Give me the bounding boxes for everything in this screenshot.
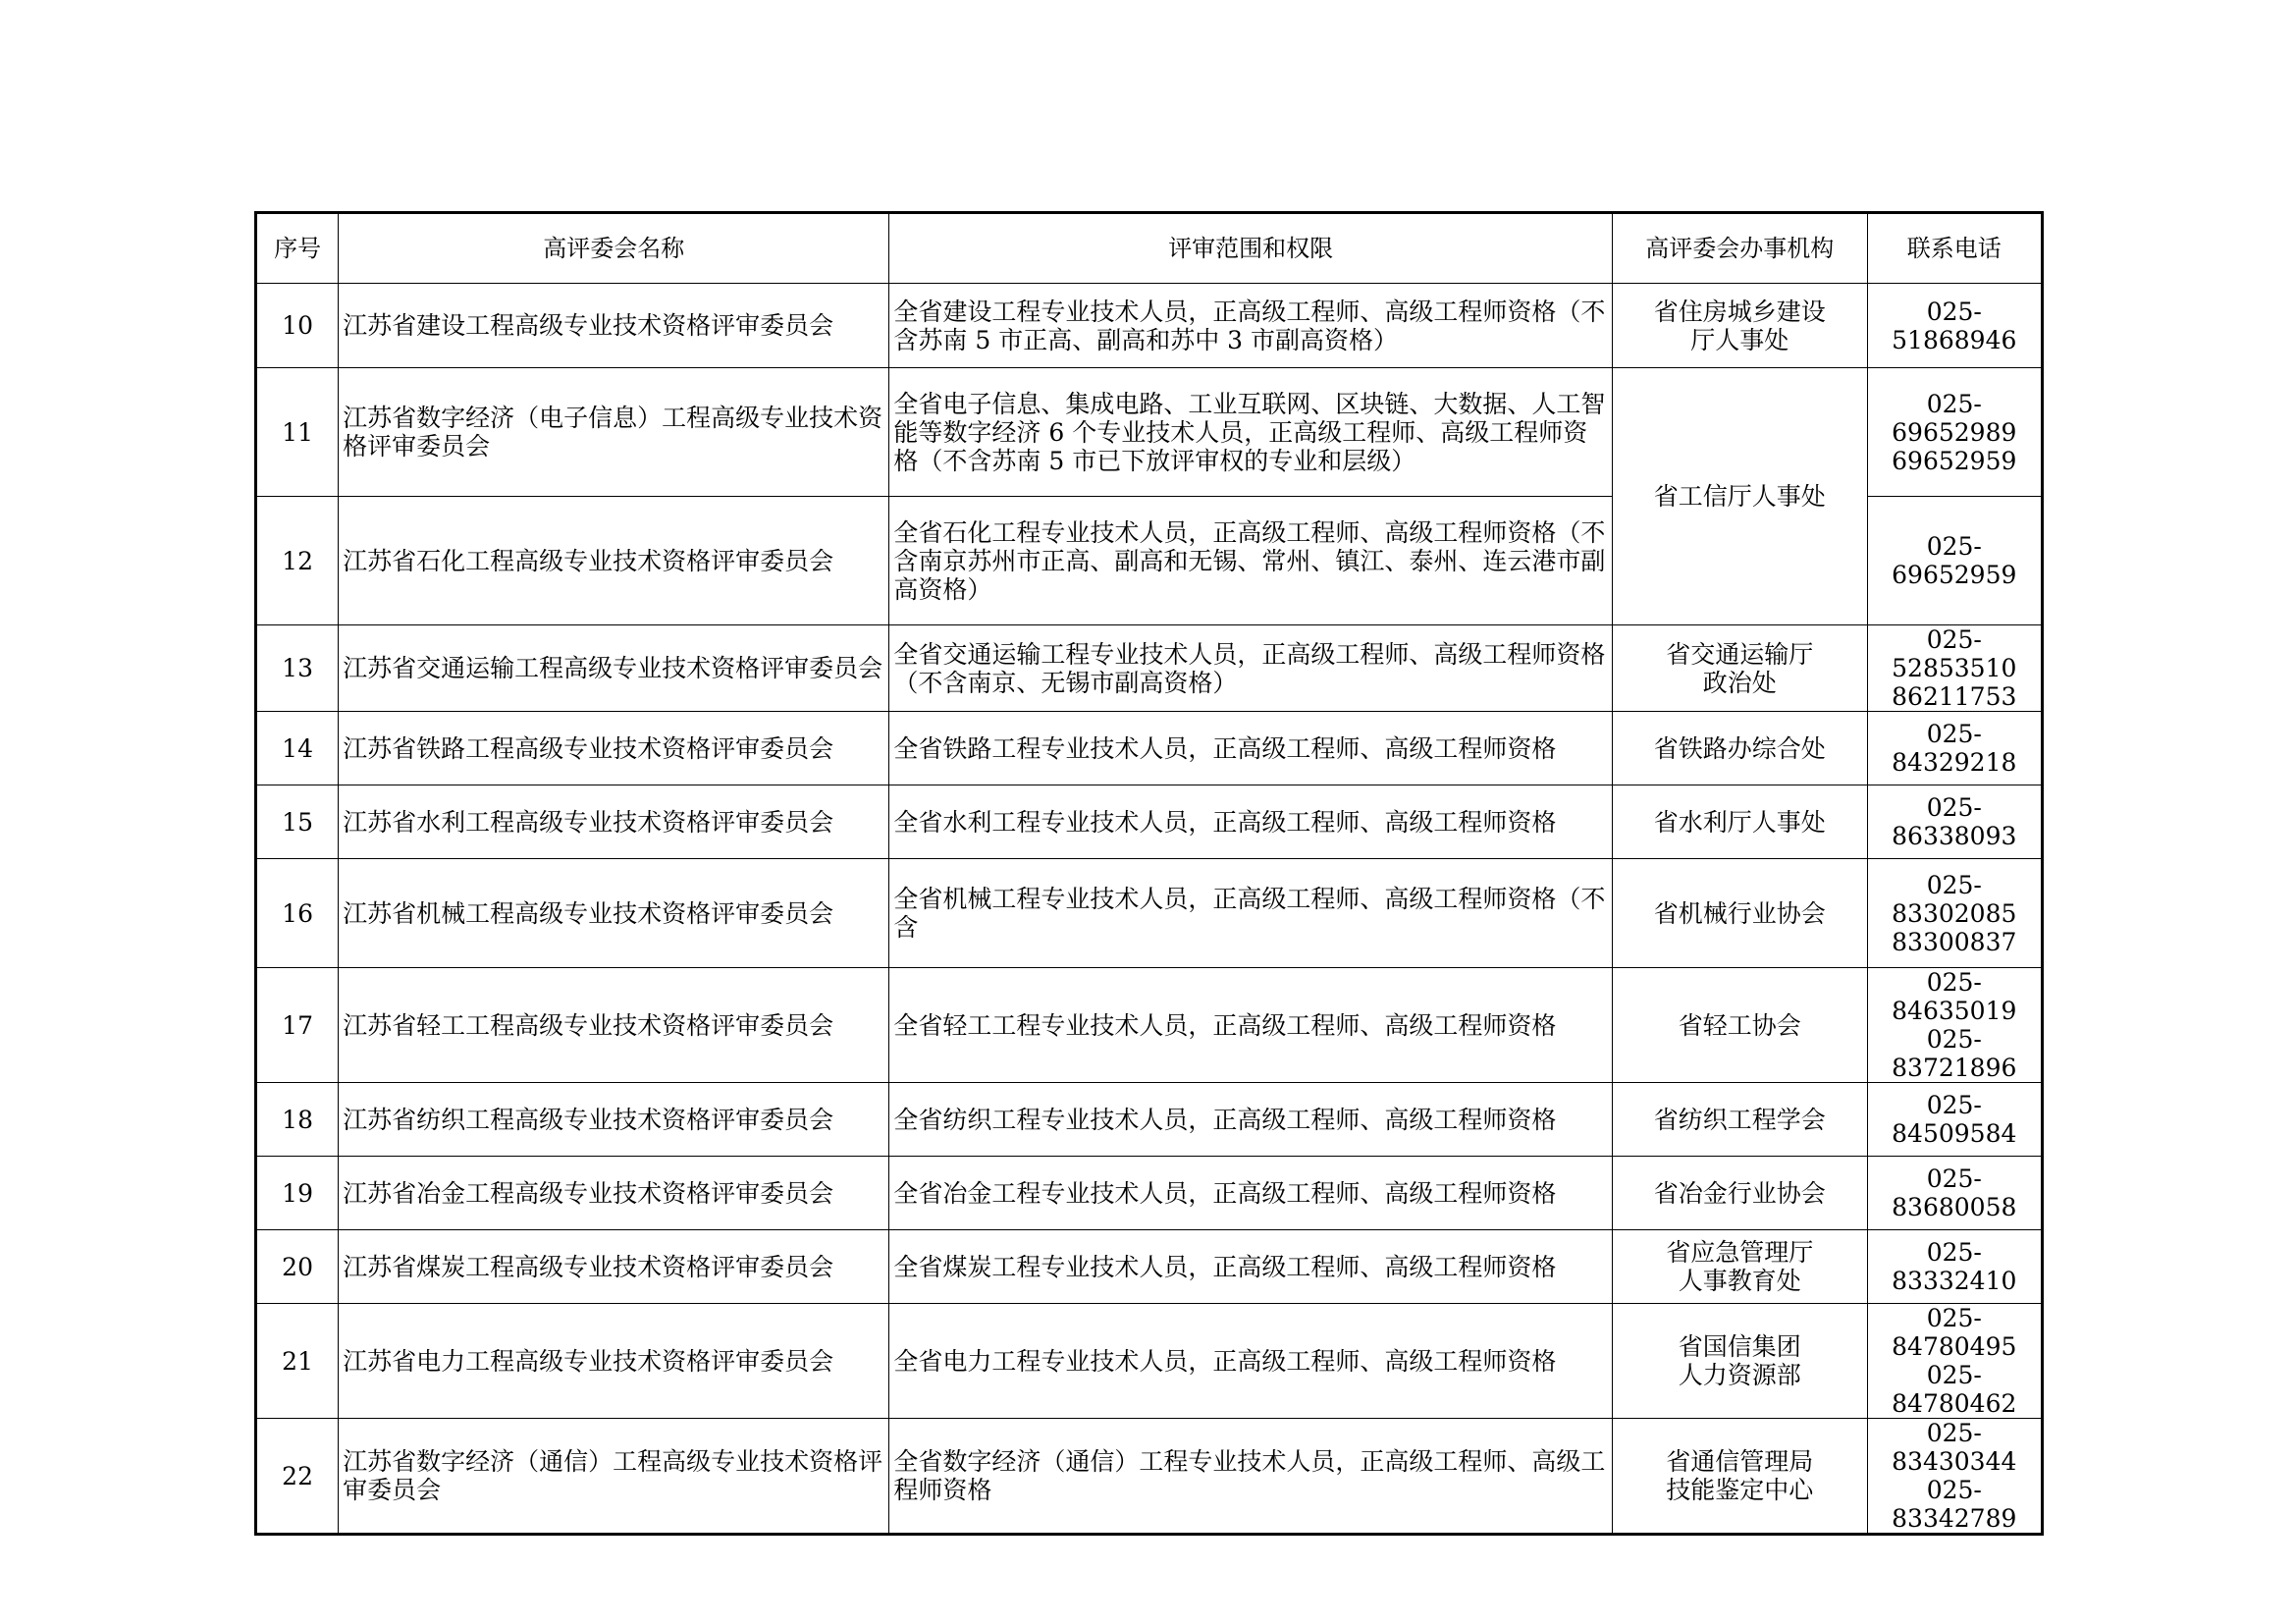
row-number: 16 (256, 859, 339, 968)
phone-number: 025-51868946 (1867, 284, 2042, 368)
committee-name: 江苏省水利工程高级专业技术资格评审委员会 (339, 785, 889, 859)
office-name: 省通信管理局技能鉴定中心 (1666, 1447, 1814, 1504)
office-name: 省交通运输厅政治处 (1666, 639, 1814, 697)
table-row (256, 968, 2043, 1083)
review-scope: 全省电子信息、集成电路、工业互联网、区块链、大数据、人工智能等数字经济 6 个专业技术人员，正高级工程师、高级工程师资格（不含苏南 5 市已下放评审权的专业和层级） (889, 368, 1613, 497)
phone-number: 025-84509584 (1867, 1083, 2042, 1157)
phone-number: 025-83332410 (1867, 1230, 2042, 1304)
row-number: 18 (256, 1083, 339, 1157)
committee-name: 江苏省石化工程高级专业技术资格评审委员会 (339, 497, 889, 625)
review-scope: 全省冶金工程专业技术人员，正高级工程师、高级工程师资格 (889, 1157, 1613, 1230)
table-row (256, 368, 2043, 497)
header-committee-name: 高评委会名称 (339, 213, 889, 284)
row-number: 11 (256, 368, 339, 497)
committee-name: 江苏省电力工程高级专业技术资格评审委员会 (339, 1304, 889, 1419)
committee-name: 江苏省铁路工程高级专业技术资格评审委员会 (339, 712, 889, 785)
committee-name: 江苏省纺织工程高级专业技术资格评审委员会 (339, 1083, 889, 1157)
header-review-scope: 评审范围和权限 (889, 213, 1613, 284)
office-name: 省应急管理厅人事教育处 (1666, 1238, 1814, 1295)
committee-name: 江苏省机械工程高级专业技术资格评审委员会 (339, 859, 889, 968)
committee-name: 江苏省建设工程高级专业技术资格评审委员会 (339, 284, 889, 368)
office-name: 省水利厅人事处 (1613, 785, 1868, 859)
review-scope: 全省电力工程专业技术人员，正高级工程师、高级工程师资格 (889, 1304, 1613, 1419)
committee-table (254, 211, 2044, 1536)
committee-name: 江苏省轻工工程高级专业技术资格评审委员会 (339, 968, 889, 1083)
phone-number: 025-69652989 69652959 (1867, 368, 2042, 497)
table-header-row (256, 213, 2043, 284)
office-name: 省铁路办综合处 (1613, 712, 1868, 785)
row-number: 19 (256, 1157, 339, 1230)
table-row (256, 1083, 2043, 1157)
review-scope: 全省机械工程专业技术人员，正高级工程师、高级工程师资格（不含 (889, 859, 1613, 968)
row-number: 17 (256, 968, 339, 1083)
office-name: 省机械行业协会 (1613, 859, 1868, 968)
row-number: 20 (256, 1230, 339, 1304)
office-cell (1613, 1419, 1868, 1535)
office-name: 省纺织工程学会 (1613, 1083, 1868, 1157)
table-row (256, 1157, 2043, 1230)
table-row (256, 712, 2043, 785)
phone-number: 025-83302085 83300837 (1867, 859, 2042, 968)
office-name: 省冶金行业协会 (1613, 1157, 1868, 1230)
office-name: 省国信集团人力资源部 (1678, 1332, 1801, 1389)
row-number: 15 (256, 785, 339, 859)
committee-name: 江苏省煤炭工程高级专业技术资格评审委员会 (339, 1230, 889, 1304)
office-cell (1613, 1230, 1868, 1304)
row-number: 13 (256, 625, 339, 712)
header-phone: 联系电话 (1867, 213, 2042, 284)
phone-number: 025-84635019 025-83721896 (1867, 968, 2042, 1083)
phone-number: 025-83430344 025-83342789 (1867, 1419, 2042, 1535)
review-scope: 全省石化工程专业技术人员，正高级工程师、高级工程师资格（不含南京苏州市正高、副高和无锡、常州、镇江、泰州、连云港市副高资格） (889, 497, 1613, 625)
table-row (256, 284, 2043, 368)
committee-name: 江苏省数字经济（通信）工程高级专业技术资格评审委员会 (339, 1419, 889, 1535)
phone-number: 025-84329218 (1867, 712, 2042, 785)
review-scope: 全省建设工程专业技术人员，正高级工程师、高级工程师资格（不含苏南 5 市正高、副高和苏中 3 市副高资格） (889, 284, 1613, 368)
office-cell (1613, 625, 1868, 712)
committee-name: 江苏省数字经济（电子信息）工程高级专业技术资格评审委员会 (339, 368, 889, 497)
phone-number: 025-84780495 025-84780462 (1867, 1304, 2042, 1419)
review-scope: 全省交通运输工程专业技术人员，正高级工程师、高级工程师资格（不含南京、无锡市副高资格） (889, 625, 1613, 712)
review-scope: 全省煤炭工程专业技术人员，正高级工程师、高级工程师资格 (889, 1230, 1613, 1304)
review-scope: 全省轻工工程专业技术人员，正高级工程师、高级工程师资格 (889, 968, 1613, 1083)
review-scope: 全省纺织工程专业技术人员，正高级工程师、高级工程师资格 (889, 1083, 1613, 1157)
phone-number: 025-52853510 86211753 (1867, 625, 2042, 712)
row-number: 22 (256, 1419, 339, 1535)
table-row (256, 859, 2043, 968)
office-cell (1613, 284, 1868, 368)
row-number: 14 (256, 712, 339, 785)
phone-number: 025-69652959 (1867, 497, 2042, 625)
office-name: 省轻工协会 (1613, 968, 1868, 1083)
table-row (256, 1419, 2043, 1535)
review-scope: 全省数字经济（通信）工程专业技术人员，正高级工程师、高级工程师资格 (889, 1419, 1613, 1535)
row-number: 21 (256, 1304, 339, 1419)
phone-number: 025-83680058 (1867, 1157, 2042, 1230)
header-number: 序号 (256, 213, 339, 284)
row-number: 10 (256, 284, 339, 368)
row-number: 12 (256, 497, 339, 625)
table-row (256, 1304, 2043, 1419)
office-cell (1613, 1304, 1868, 1419)
table-row (256, 625, 2043, 712)
committee-name: 江苏省交通运输工程高级专业技术资格评审委员会 (339, 625, 889, 712)
office-name: 省工信厅人事处 (1613, 368, 1868, 625)
committee-name: 江苏省冶金工程高级专业技术资格评审委员会 (339, 1157, 889, 1230)
table-row (256, 785, 2043, 859)
table-row (256, 1230, 2043, 1304)
header-office: 高评委会办事机构 (1613, 213, 1868, 284)
review-scope: 全省铁路工程专业技术人员，正高级工程师、高级工程师资格 (889, 712, 1613, 785)
office-name: 省住房城乡建设厅人事处 (1653, 297, 1826, 354)
review-scope: 全省水利工程专业技术人员，正高级工程师、高级工程师资格 (889, 785, 1613, 859)
phone-number: 025-86338093 (1867, 785, 2042, 859)
